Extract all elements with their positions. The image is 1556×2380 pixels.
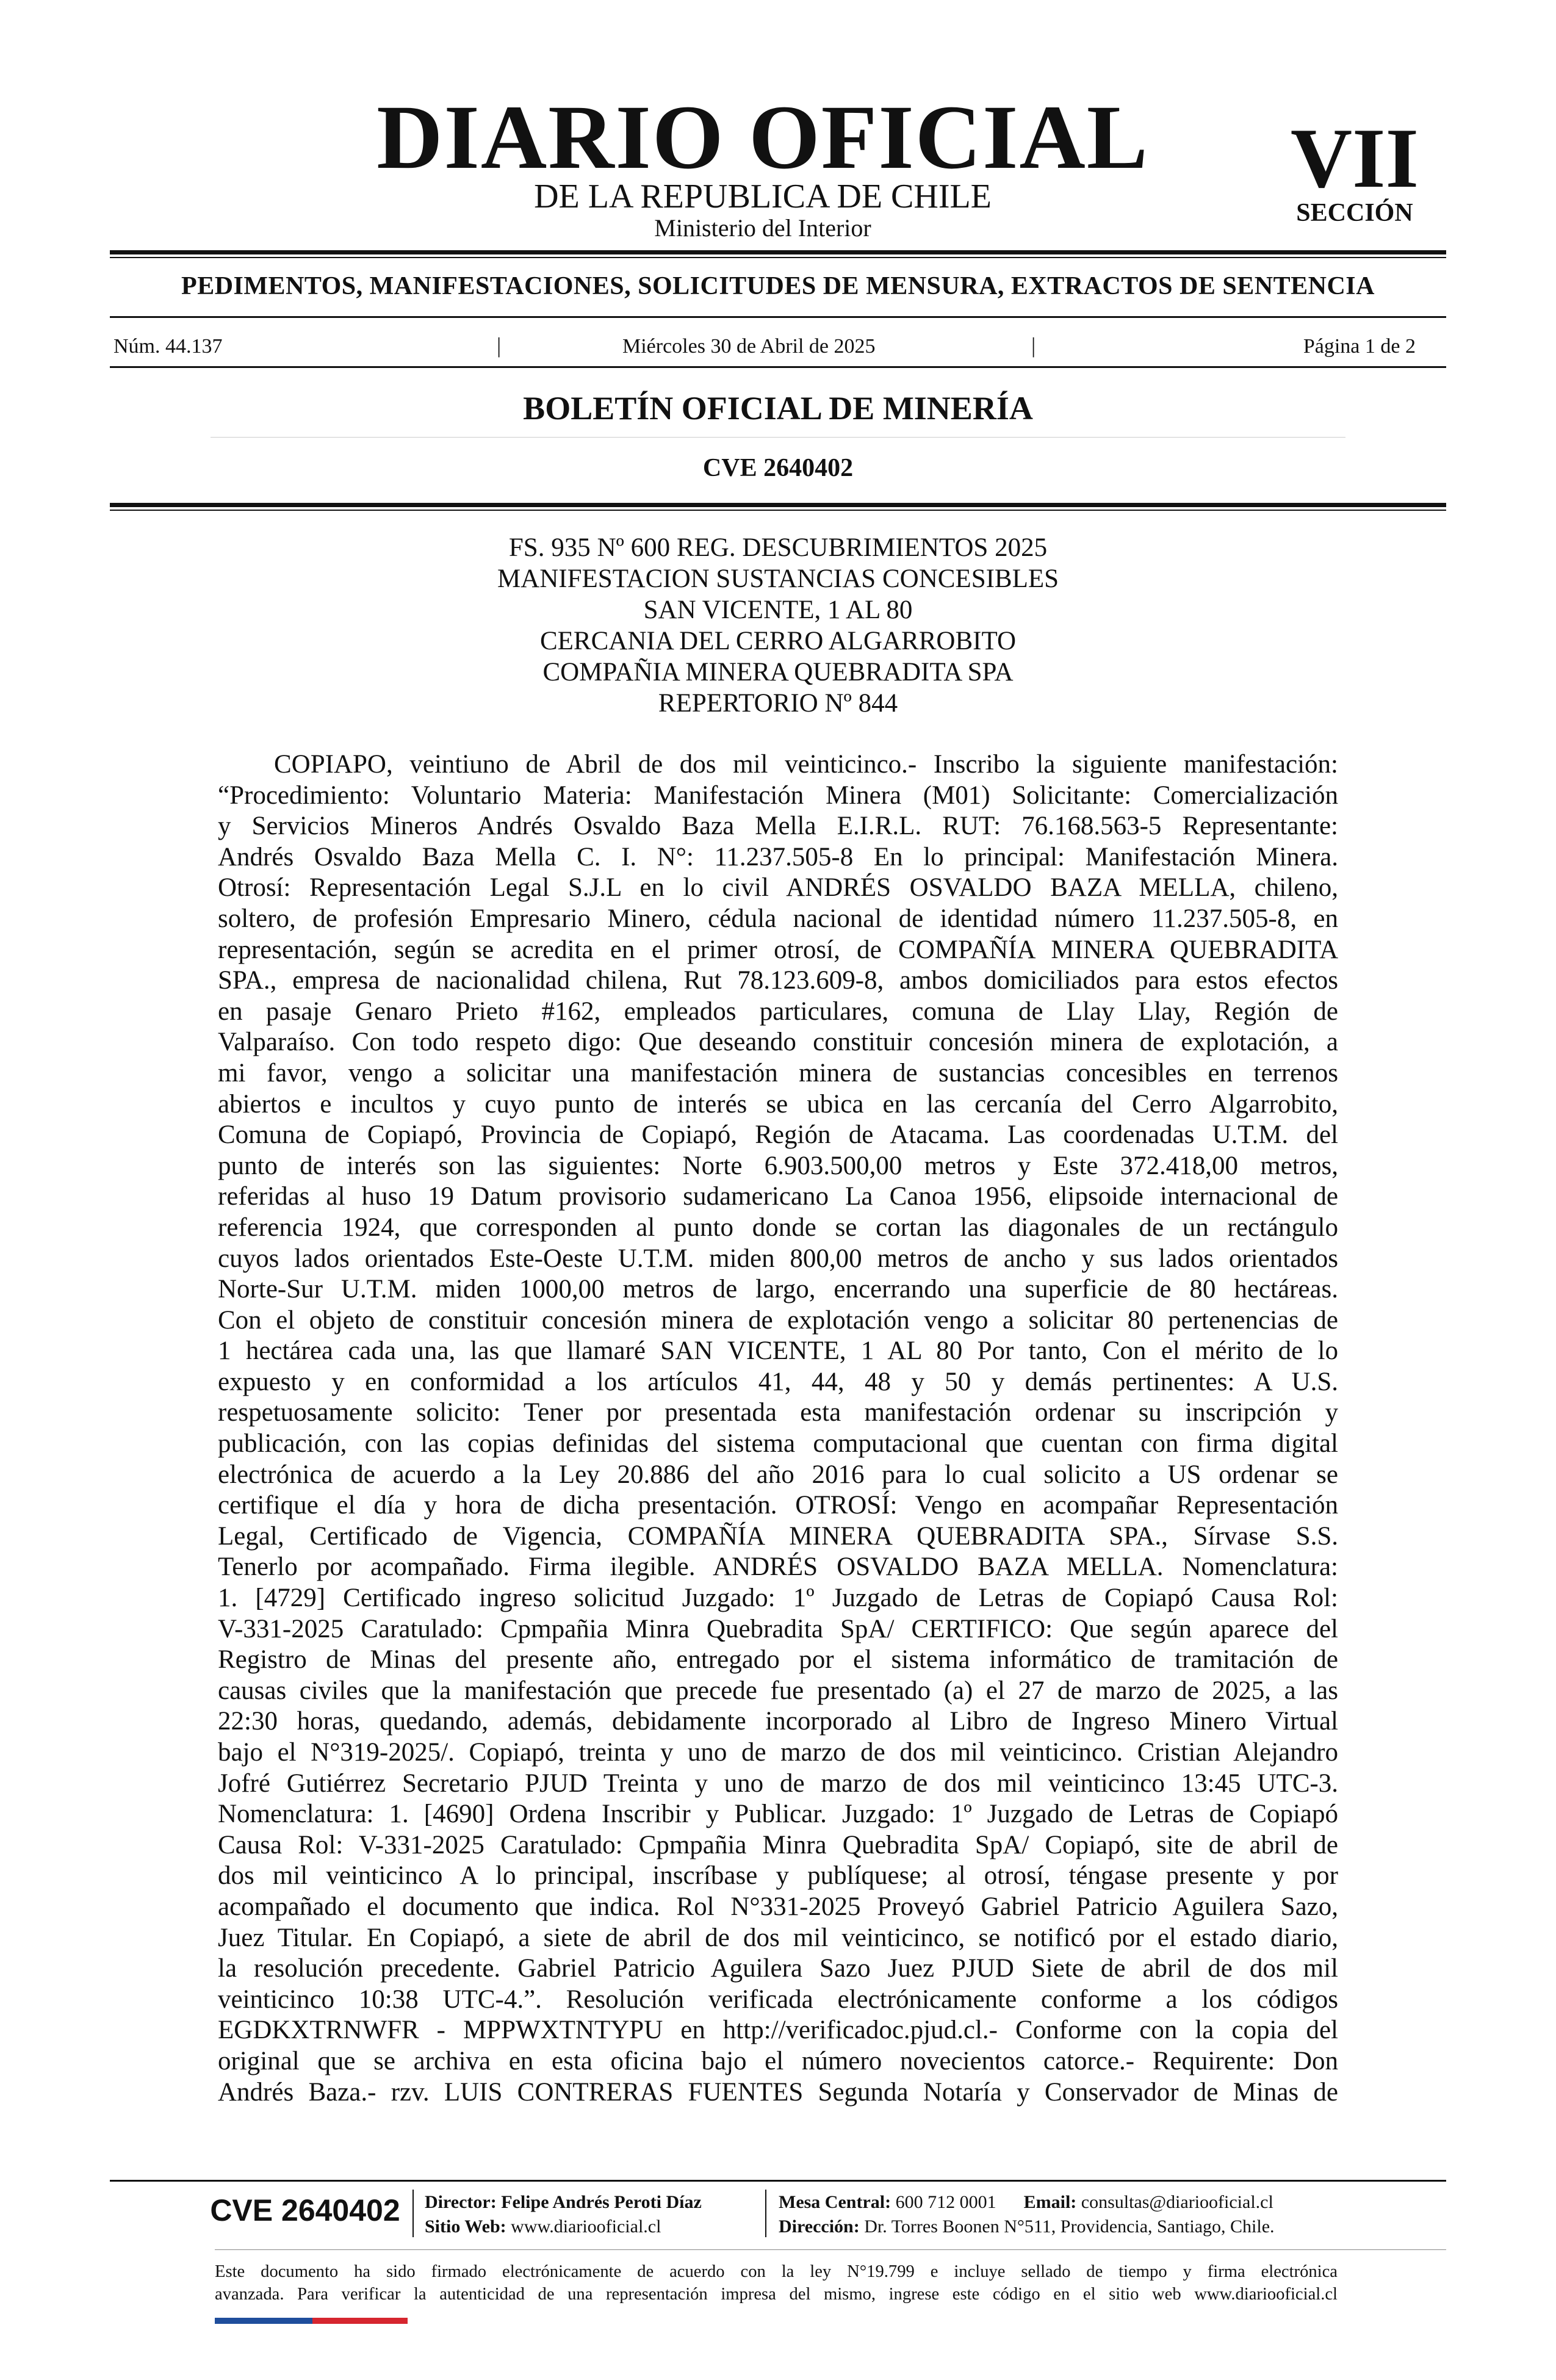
footer-director (425, 2191, 702, 2214)
body-line: 22:30 horas, quedando, además, debidamente incorporado al Libro de Ingreso Minero Virtual (218, 1707, 1338, 1736)
body-line: Comuna de Copiapó, Provincia de Copiapó, Región de Atacama. Las coordenadas U.T.M. del (218, 1120, 1338, 1150)
body-line: respetuosamente solicito: Tener por presentada esta manifestación ordenar su inscripción y (218, 1398, 1338, 1427)
legal-rule (215, 2249, 1446, 2250)
content-rule-thick (110, 503, 1446, 507)
body-line: Causa Rol: V-331-2025 Caratulado: Cpmpañia Minra Quebradita SpA/ Copiapó, site de abril de (218, 1830, 1338, 1859)
body-line: Norte-Sur U.T.M. miden 1000,00 metros de largo, encerrando una superficie de 80 hectáreas. (218, 1275, 1338, 1304)
body-line: y Servicios Mineros Andrés Osvaldo Baza Mella E.I.R.L. RUT: 76.168.563-5 Representante: (218, 812, 1338, 841)
body-line: dos mil veinticinco A lo principal, inscríbase y publíquese; al otrosí, téngase presente y por (218, 1861, 1338, 1891)
body-line: electrónica de acuerdo a la Ley 20.886 del año 2016 para lo cual solicito a US ordenar se (218, 1460, 1338, 1489)
director-label: Director: (425, 2192, 497, 2212)
body-line: “Procedimiento: Voluntario Materia: Manifestación Minera (M01) Solicitante: Comercialización (218, 781, 1338, 810)
header-rule-thin (110, 257, 1446, 258)
body-line: Jofré Gutiérrez Secretario PJUD Treinta y uno de marzo de dos mil veinticinco 13:45 UTC-3. (218, 1769, 1338, 1798)
page-indicator: Página 1 de 2 (1303, 335, 1416, 358)
issue-number: Núm. 44.137 (113, 335, 223, 358)
section-label: SECCIÓN (1296, 199, 1413, 227)
publication-body (218, 749, 1338, 2108)
body-line: expuesto y en conformidad a los artículos 41, 44, 48 y 50 y demás pertinentes: A U.S. (218, 1367, 1338, 1396)
body-line: EGDKXTRNWFR - MPPWXTNTYPU en http://verificadoc.pjud.cl.- Conforme con la copia del (218, 2016, 1338, 2045)
footer-divider (412, 2190, 414, 2237)
body-line: COPIAPO, veintiuno de Abril de dos mil veinticinco.- Inscribo la siguiente manifestación: (274, 750, 1338, 779)
legal-line: Este documento ha sido firmado electrónicamente de acuerdo con la ley N°19.799 e incluye sellado de tiempo y firma electrónica (215, 2262, 1338, 2281)
phone-label: Mesa Central: (779, 2192, 891, 2212)
phone-number: 600 712 0001 (895, 2192, 996, 2212)
body-line: Juez Titular. En Copiapó, a siete de abril de dos mil veinticinco, se notificó por el estado diario, (218, 1923, 1338, 1952)
body-line: Nomenclatura: 1. [4690] Ordena Inscribir y Publicar. Juzgado: 1º Juzgado de Letras de Copiapó (218, 1800, 1338, 1829)
body-line: Registro de Minas del presente año, entregado por el sistema informático de tramitación de (218, 1645, 1338, 1675)
cve-code: CVE 2640402 (702, 454, 854, 482)
body-line: en pasaje Genaro Prieto #162, empleados particulares, comuna de Llay Llay, Región de (218, 997, 1338, 1026)
body-line: V-331-2025 Caratulado: Cpmpañia Minra Quebradita SpA/ CERTIFICO: Que según aparece del (218, 1614, 1338, 1643)
footer-website (425, 2215, 661, 2238)
flag-stripe-red (312, 2318, 408, 2324)
body-line: Con el objeto de constituir concesión minera de explotación vengo a solicitar 80 pertenencias de (218, 1305, 1338, 1335)
address-value: Dr. Torres Boonen N°511, Providencia, Santiago, Chile. (864, 2216, 1275, 2237)
body-line: 1 hectárea cada una, las que llamaré SAN VICENTE, 1 AL 80 Por tanto, Con el mérito de lo (218, 1336, 1338, 1366)
body-line: abiertos e incultos y cuyo punto de interés se ubica en las cercanía del Cerro Algarrobito, (218, 1089, 1338, 1119)
footer-cve-code: CVE 2640402 (210, 2193, 400, 2227)
website-link[interactable]: www.diariooficial.cl (511, 2216, 661, 2237)
body-line: bajo el N°319-2025/. Copiapó, treinta y uno de marzo de dos mil veinticinco. Cristian Alejandro (218, 1738, 1338, 1767)
website-label: Sitio Web: (425, 2216, 506, 2237)
footer-contact (779, 2191, 1273, 2214)
body-line: 1. [4729] Certificado ingreso solicitud Juzgado: 1º Juzgado de Letras de Copiapó Causa Rol: (218, 1584, 1338, 1613)
heading-line: COMPAÑIA MINERA QUEBRADITA SPA (542, 658, 1014, 687)
email-label: Email: (1023, 2192, 1077, 2212)
heading-line: REPERTORIO Nº 844 (658, 689, 898, 718)
publication-heading (110, 532, 1446, 719)
footer-address (779, 2215, 1275, 2238)
body-line: causas civiles que la manifestación que precede fue presentado (a) el 27 de marzo de 2025, a las (218, 1676, 1338, 1705)
body-line: Andrés Baza.- rzv. LUIS CONTRERAS FUENTES Segunda Notaría y Conservador de Minas de (218, 2077, 1338, 2107)
email-link[interactable]: consultas@diariooficial.cl (1081, 2192, 1273, 2212)
body-line: publicación, con las copias definidas del sistema computacional que cuentan con firma digital (218, 1429, 1338, 1459)
body-line: la resolución precedente. Gabriel Patricio Aguilera Sazo Juez PJUD Siete de abril de dos mil (218, 1954, 1338, 1983)
footer-rule (110, 2180, 1446, 2182)
section-number: VII (1290, 111, 1419, 206)
body-line: certifique el día y hora de dicha presentación. OTROSÍ: Vengo en acompañar Representación (218, 1491, 1338, 1520)
director-name: Felipe Andrés Peroti Díaz (501, 2192, 702, 2212)
info-separator: | (497, 333, 502, 358)
address-label: Dirección: (779, 2216, 860, 2237)
body-line: soltero, de profesión Empresario Minero, cédula nacional de identidad número 11.237.505-8, en (218, 904, 1338, 933)
issue-date: Miércoles 30 de Abril de 2025 (622, 335, 876, 358)
section-topic: PEDIMENTOS, MANIFESTACIONES, SOLICITUDES DE MENSURA, EXTRACTOS DE SENTENCIA (181, 272, 1375, 300)
newspaper-title: DIARIO OFICIAL (376, 87, 1149, 188)
heading-line: SAN VICENTE, 1 AL 80 (643, 596, 913, 624)
header-rule-thick (110, 250, 1446, 254)
body-line: punto de interés son las siguientes: Norte 6.903.500,00 metros y Este 372.418,00 metros, (218, 1151, 1338, 1180)
bulletin-title: BOLETÍN OFICIAL DE MINERÍA (523, 390, 1033, 427)
info-rule (110, 366, 1446, 368)
body-line: veinticinco 10:38 UTC-4.”. Resolución verificada electrónicamente conforme a los códigos (218, 1985, 1338, 2014)
flag-stripe-blue (215, 2318, 312, 2324)
body-line: referencia 1924, que corresponden al punto donde se cortan las diagonales de un rectángulo (218, 1213, 1338, 1242)
newspaper-subtitle: DE LA REPUBLICA DE CHILE (534, 178, 992, 215)
body-line: Tenerlo por acompañado. Firma ilegible. ANDRÉS OSVALDO BAZA MELLA. Nomenclatura: (218, 1552, 1338, 1582)
heading-line: CERCANIA DEL CERRO ALGARROBITO (539, 627, 1017, 655)
body-line: cuyos lados orientados Este-Oeste U.T.M. miden 800,00 metros de ancho y sus lados orientados (218, 1244, 1338, 1273)
info-separator: | (1031, 333, 1036, 358)
body-line: representación, según se acredita en el primer otrosí, de COMPAÑÍA MINERA QUEBRADITA (218, 935, 1338, 964)
body-line: Valparaíso. Con todo respeto digo: Que deseando constituir concesión minera de explotación, a (218, 1028, 1338, 1057)
topic-rule (110, 316, 1446, 318)
ministry-label: Ministerio del Interior (654, 214, 871, 242)
heading-line: MANIFESTACION SUSTANCIAS CONCESIBLES (497, 564, 1059, 593)
bulletin-underline (211, 437, 1345, 438)
body-line: original que se archiva en esta oficina bajo el número novecientos catorce.- Requirente: Don (218, 2046, 1338, 2075)
body-line: SPA., empresa de nacionalidad chilena, Rut 78.123.609-8, ambos domiciliados para estos efectos (218, 966, 1338, 995)
body-line: Otrosí: Representación Legal S.J.L en lo civil ANDRÉS OSVALDO BAZA MELLA, chileno, (218, 873, 1338, 903)
body-line: acompañado el documento que indica. Rol N°331-2025 Proveyó Gabriel Patricio Aguilera Sazo, (218, 1892, 1338, 1921)
body-line: Legal, Certificado de Vigencia, COMPAÑÍA MINERA QUEBRADITA SPA., Sírvase S.S. (218, 1521, 1338, 1551)
body-line: referidas al huso 19 Datum provisorio sudamericano La Canoa 1956, elipsoide internacional de (218, 1182, 1338, 1211)
content-rule-thin (110, 510, 1446, 511)
legal-line: avanzada. Para verificar la autenticidad de una representación impresa del mismo, ingrese este código en el sitio web www.diariooficial.cl (215, 2285, 1338, 2304)
body-line: Andrés Osvaldo Baza Mella C. I. N°: 11.237.505-8 En lo principal: Manifestación Minera. (218, 842, 1338, 871)
footer-divider (765, 2190, 766, 2237)
heading-line: FS. 935 Nº 600 REG. DESCUBRIMIENTOS 2025 (508, 533, 1048, 562)
legal-notice (215, 2260, 1338, 2306)
body-line: mi favor, vengo a solicitar una manifestación minera de sustancias concesibles en terrenos (218, 1058, 1338, 1087)
